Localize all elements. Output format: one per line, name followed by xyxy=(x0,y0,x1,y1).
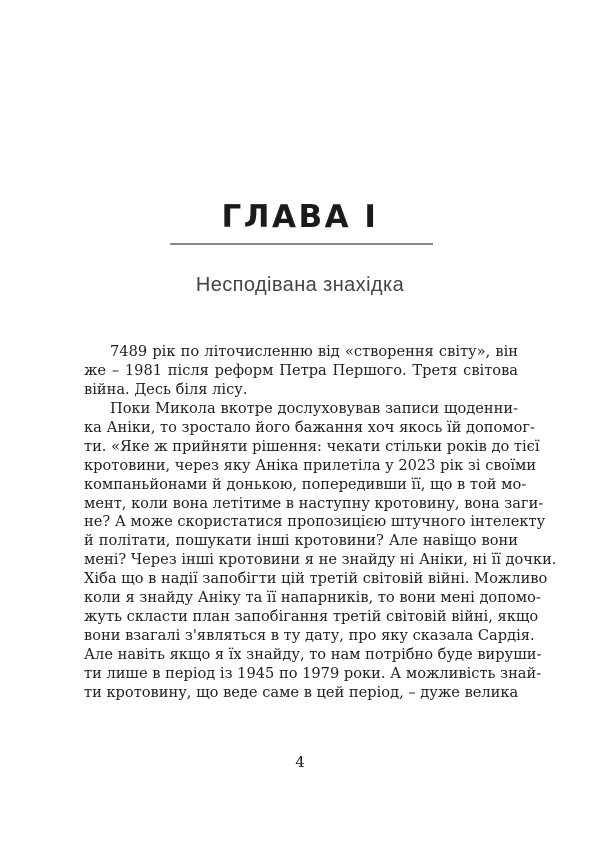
text-line xyxy=(84,703,518,722)
text-line: ка Аніки, то зростало його бажання хоч якось їй допомог- xyxy=(84,418,535,436)
text-line: Хіба що в надії запобігти цій третій світовій війні. Можливо xyxy=(84,570,548,588)
text-line: кротовини, через яку Аніка прилетіла у 2023 рік зі своїми xyxy=(84,456,537,474)
text-line: Поки Микола вкотре дослуховував записи щоденни- xyxy=(110,399,518,417)
text-line: вони взагалі з'являться в ту дату, про яку сказала Сардія. xyxy=(84,627,535,645)
chapter-heading: ГЛАВА І xyxy=(221,199,379,235)
page-number: 4 xyxy=(295,753,305,771)
text-line: мент, коли вона летітиме в наступну кротовину, вона заги- xyxy=(84,494,544,512)
chapter-divider xyxy=(170,243,433,245)
text-line: ти. «Яке ж прийняти рішення: чекати стільки років до тієї xyxy=(84,437,540,455)
text-line: війна. Десь біля лісу. xyxy=(84,380,248,398)
text-line xyxy=(84,722,518,741)
text-line: ти кротовину, що веде саме в цей період, – дуже велика xyxy=(84,683,519,701)
text-line: не? А може скористатися пропозицією штучного інтелекту xyxy=(84,513,546,531)
text-line: й політати, пошукати інші кротовини? Але навіщо вони xyxy=(84,532,518,550)
text-line: жуть скласти план запобігання третій світовій війні, якщо xyxy=(84,608,539,626)
text-line: же – 1981 після реформ Петра Першого. Третя світова xyxy=(84,361,518,379)
body-text xyxy=(84,343,557,760)
chapter-subtitle: Несподівана знахідка xyxy=(195,274,405,296)
text-line: ти лише в період із 1945 по 1979 роки. А можливість знай- xyxy=(84,664,542,682)
paragraph-2 xyxy=(84,399,557,760)
text-line: коли я знайду Аніку та її напарників, то вони мені допомо- xyxy=(84,589,541,607)
text-line: мені? Через інші кротовини я не знайду ні Аніки, ні її дочки. xyxy=(84,551,557,569)
text-line: Але навіть якщо я їх знайду, то нам потрібно буде вируши- xyxy=(84,646,542,663)
paragraph-1 xyxy=(84,343,518,400)
text-line: 7489 рік по літочисленню від «створення світу», він xyxy=(110,343,518,360)
text-line: компаньйонами й донькою, попередивши її, що в той мо- xyxy=(84,475,527,493)
